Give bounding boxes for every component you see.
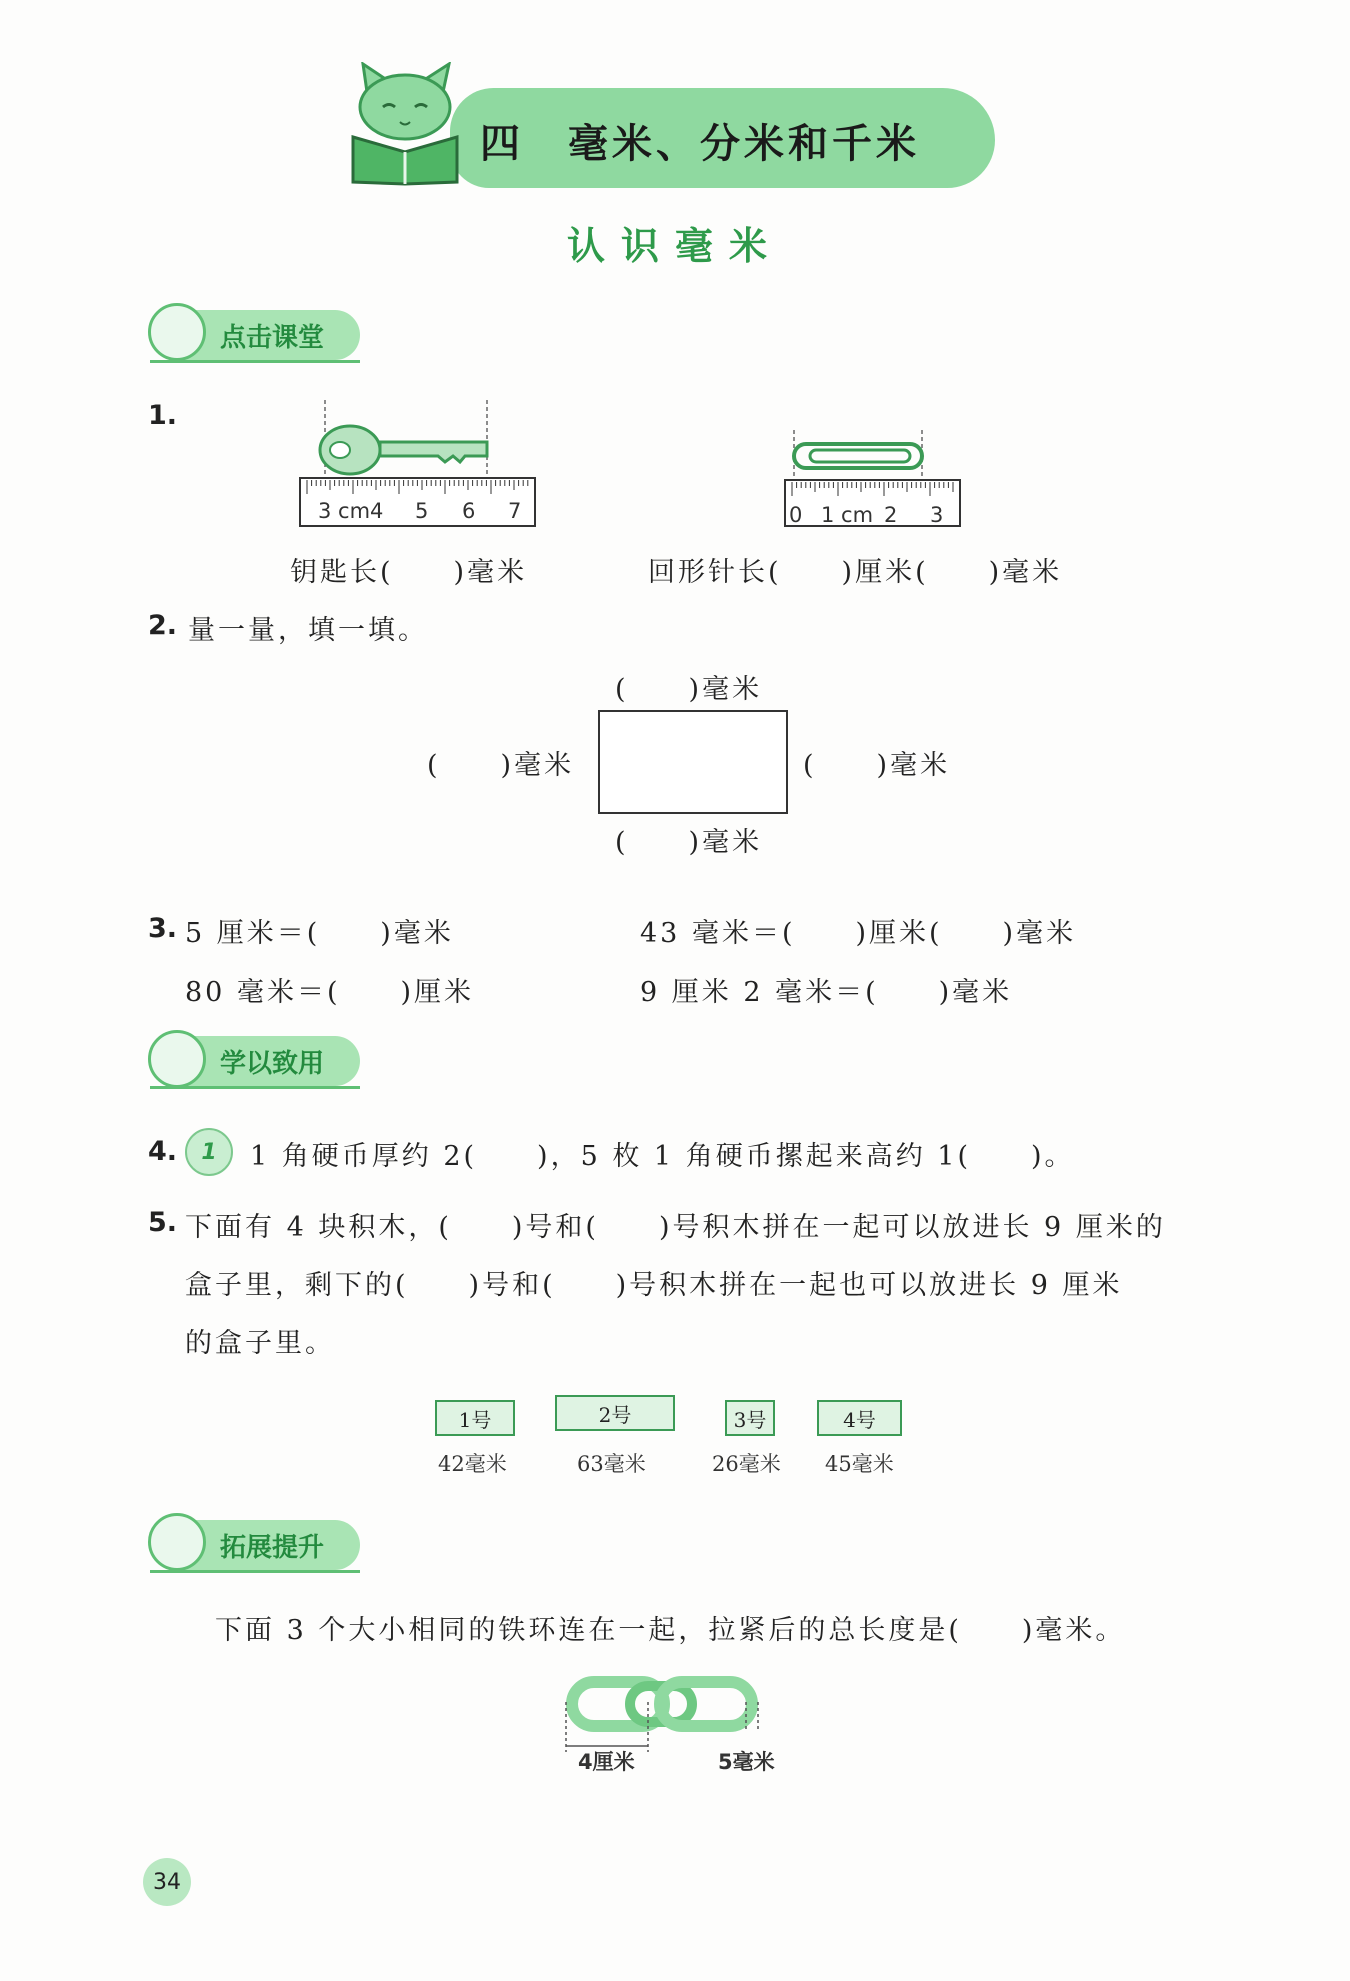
q2-instruction: 量一量，填一填。 (188, 615, 428, 646)
blackboard-icon (148, 303, 206, 361)
cat-reading-icon (345, 62, 475, 187)
ring-width-label: 4厘米 (578, 1750, 635, 1774)
q6-text: 下面 3 个大小相同的铁环连在一起，拉紧后的总长度是( )毫米。 (215, 1615, 1126, 1646)
clip-length-question: 回形针长( )厘米( )毫米 (648, 557, 1063, 588)
block-2-length: 63毫米 (577, 1452, 646, 1476)
block-3-length: 26毫米 (712, 1452, 781, 1476)
block-1-length: 42毫米 (438, 1452, 507, 1476)
clip-ruler-tick-label: 3 (930, 503, 944, 527)
q2-number: 2. (148, 610, 178, 641)
ring-thickness-label: 5毫米 (718, 1750, 775, 1774)
key-ruler-tick-label: 5 (415, 499, 429, 523)
section-class-pill: 点击课堂 (150, 310, 360, 360)
rect-bottom-blank: ( )毫米 (615, 827, 763, 858)
chapter-title: 四 毫米、分米和千米 (480, 121, 920, 167)
q3-conversion-b: 43 毫米＝( )厘米( )毫米 (640, 918, 1077, 949)
q5-line-1: 下面有 4 块积木，( )号和( )号积木拼在一起可以放进长 9 厘米的 (185, 1212, 1166, 1243)
q3-number: 3. (148, 913, 178, 944)
q4-text: 1 角硬币厚约 2( )，5 枚 1 角硬币摞起来高约 1( )。 (250, 1141, 1075, 1172)
measure-rectangle (598, 710, 788, 814)
section-apply-pill: 学以致用 (150, 1036, 360, 1086)
q5-line-2: 盒子里，剩下的( )号和( )号积木拼在一起也可以放进长 9 厘米 (185, 1270, 1123, 1301)
key-ruler-tick-label: 3 cm4 (318, 499, 384, 523)
block-3: 3号 (725, 1400, 775, 1436)
page-number: 34 (143, 1858, 191, 1906)
rect-right-blank: ( )毫米 (803, 750, 951, 781)
q3-conversion-d: 9 厘米 2 毫米＝( )毫米 (640, 977, 1013, 1008)
stairs-icon (148, 1513, 206, 1571)
block-1: 1号 (435, 1400, 515, 1436)
key-length-question: 钥匙长( )毫米 (290, 557, 528, 588)
q5-number: 5. (148, 1207, 178, 1238)
block-2: 2号 (555, 1395, 675, 1431)
rect-top-blank: ( )毫米 (615, 674, 763, 705)
q5-line-3: 的盒子里。 (185, 1328, 335, 1359)
q3-conversion-c: 80 毫米＝( )厘米 (185, 977, 475, 1008)
q1-number: 1. (148, 400, 178, 431)
clip-ruler-tick-label: 2 (884, 503, 898, 527)
clip-ruler-tick-label: 0 (789, 503, 803, 527)
block-4: 4号 (817, 1400, 902, 1436)
q4-number: 4. (148, 1136, 178, 1167)
rect-left-blank: ( )毫米 (427, 750, 575, 781)
lesson-title: 认识毫米 (566, 224, 783, 268)
clip-ruler-tick-label: 1 cm (821, 503, 874, 527)
level-badge: 1 (185, 1128, 233, 1176)
block-4-length: 45毫米 (825, 1452, 894, 1476)
key-ruler-tick-label: 7 (508, 499, 522, 523)
key-ruler-tick-label: 6 (462, 499, 476, 523)
q3-conversion-a: 5 厘米＝( )毫米 (185, 918, 454, 949)
book-icon (148, 1030, 206, 1088)
section-extend-pill: 拓展提升 (150, 1520, 360, 1570)
